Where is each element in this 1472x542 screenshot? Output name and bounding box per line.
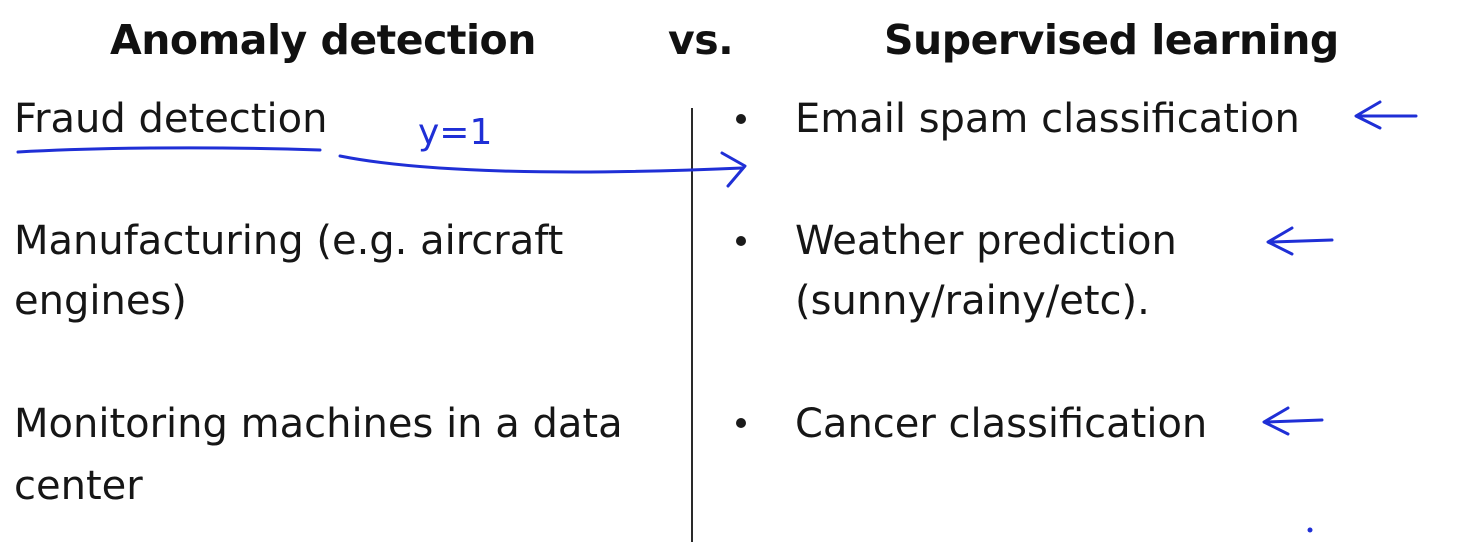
anomaly-item-monitoring-line1: Monitoring machines in a data (14, 401, 623, 447)
handwritten-label-y1: y=1 (418, 112, 493, 153)
anomaly-item-fraud: Fraud detection (14, 96, 328, 142)
bullet-icon (736, 236, 746, 246)
left-arrow-icon (1268, 228, 1332, 254)
anomaly-item-manufacturing-line2: engines) (14, 278, 187, 324)
anomaly-detection-heading: Anomaly detection (110, 16, 536, 64)
left-arrow-icon (1264, 408, 1322, 434)
arrow-head-icon (722, 153, 745, 186)
supervised-item-email-spam: Email spam classification (795, 96, 1300, 142)
anomaly-item-manufacturing-line1: Manufacturing (e.g. aircraft (14, 218, 564, 264)
supervised-learning-heading: Supervised learning (884, 16, 1339, 64)
supervised-item-weather-line1: Weather prediction (795, 218, 1177, 264)
fraud-to-spam-arrow (340, 156, 742, 172)
anomaly-item-monitoring-line2: center (14, 463, 143, 509)
supervised-item-weather-line2: (sunny/rainy/etc). (795, 278, 1150, 324)
bullet-icon (736, 418, 746, 428)
left-arrow-icon (1356, 102, 1416, 128)
column-divider (691, 108, 693, 542)
bullet-icon (736, 114, 746, 124)
ink-dot (1308, 528, 1313, 533)
versus-heading: vs. (668, 16, 734, 64)
supervised-item-cancer: Cancer classification (795, 401, 1208, 447)
